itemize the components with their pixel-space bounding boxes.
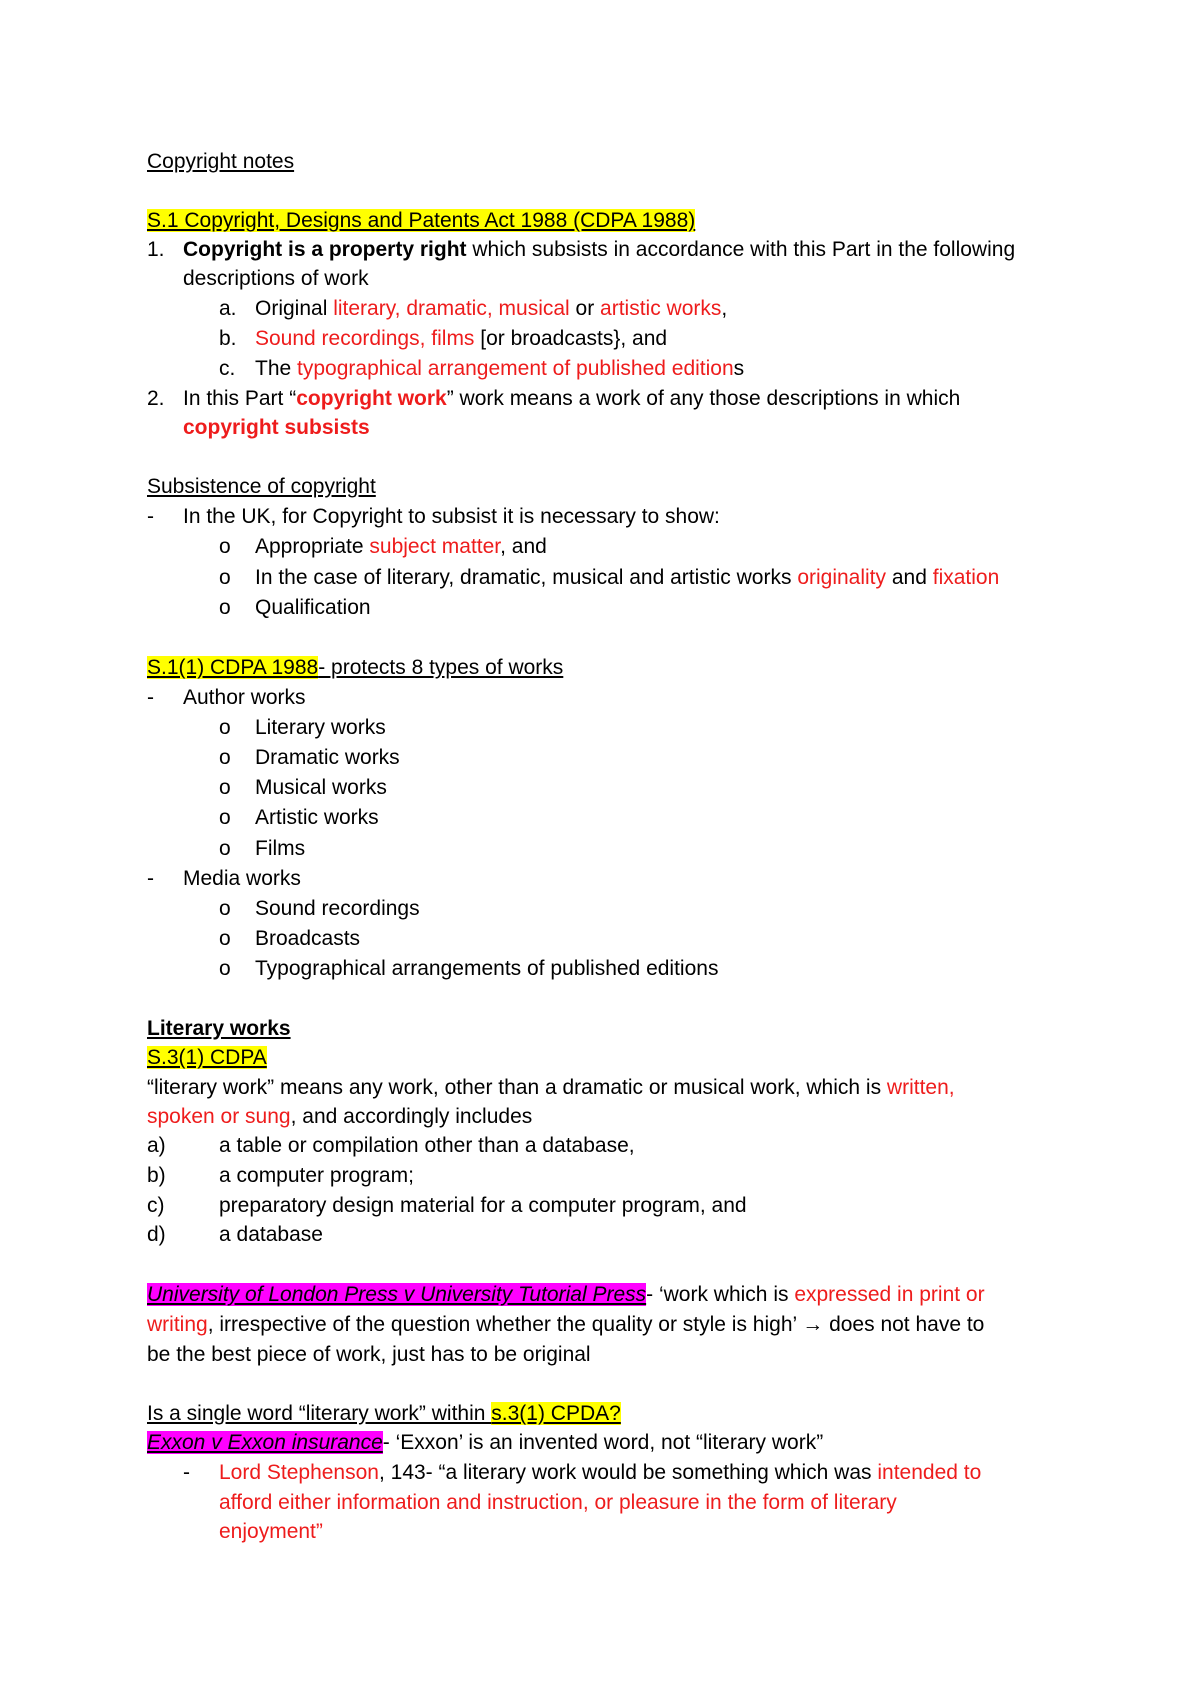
- list-number: 1.: [147, 238, 165, 261]
- circle-bullet: o: [219, 927, 231, 950]
- circle-bullet: o: [219, 535, 231, 558]
- list-letter: a): [147, 1134, 166, 1157]
- list-letter: b): [147, 1164, 166, 1187]
- stephenson-quote-line3: enjoyment”: [219, 1520, 323, 1543]
- exxon-case: Exxon v Exxon insurance- ‘Exxon’ is an invented word, not “literary work”: [147, 1431, 824, 1454]
- circle-bullet: o: [219, 566, 231, 589]
- ulp-case-line3: be the best piece of work, just has to be original: [147, 1343, 591, 1366]
- literary-item: b) a computer program;: [147, 1161, 414, 1190]
- media-item: o Typographical arrangements of published editions: [219, 954, 718, 983]
- ulp-case-line2: writing, irrespective of the question whether the quality or style is high’ → does not have to: [147, 1313, 985, 1336]
- single-word-heading: Is a single word “literary work” within s.3(1) CPDA?: [147, 1402, 621, 1425]
- literary-item: a) a table or compilation other than a database,: [147, 1131, 635, 1160]
- circle-bullet: o: [219, 716, 231, 739]
- author-item: o Artistic works: [219, 803, 379, 832]
- list-number: 2.: [147, 387, 165, 410]
- circle-bullet: o: [219, 746, 231, 769]
- literary-item: d) a database: [147, 1220, 323, 1249]
- stephenson-quote-line2: afford either information and instruction, or pleasure in the form of literary: [219, 1491, 897, 1514]
- literary-definition: “literary work” means any work, other than a dramatic or musical work, which is written,: [147, 1076, 955, 1099]
- arrow-right-icon: →: [802, 1313, 824, 1336]
- subsistence-bullet-3: o Qualification: [219, 593, 371, 622]
- literary-sub-heading: S.3(1) CDPA: [147, 1046, 267, 1069]
- s1-item-1-line2: descriptions of work: [183, 267, 369, 290]
- author-works: - Author works: [147, 683, 306, 712]
- case-name: University of London Press v University Tutorial Press: [147, 1283, 647, 1306]
- s1-item-1-text: Copyright is a property right which subsists in accordance with this Part in the following: [183, 238, 1016, 261]
- list-letter: c.: [219, 357, 236, 380]
- dash-bullet: -: [147, 686, 154, 709]
- s1-item-b: b. Sound recordings, films [or broadcasts}, and: [219, 324, 667, 353]
- media-works: - Media works: [147, 864, 301, 893]
- literary-definition-line2: spoken or sung, and accordingly includes: [147, 1105, 533, 1128]
- circle-bullet: o: [219, 776, 231, 799]
- types-heading: S.1(1) CDPA 1988- protects 8 types of works: [147, 656, 564, 679]
- s1-heading: [147, 206, 695, 235]
- s1-item-c: c. The typographical arrangement of published editions: [219, 354, 744, 383]
- s1-item-a: a. Original literary, dramatic, musical or artistic works,: [219, 294, 727, 323]
- page-title: Copyright notes: [147, 150, 295, 173]
- media-item: o Broadcasts: [219, 924, 360, 953]
- s1-item-1: [147, 235, 1015, 264]
- list-letter: a.: [219, 297, 237, 320]
- subsistence-bullet-2: o In the case of literary, dramatic, musical and artistic works originality and fixation: [219, 563, 999, 592]
- circle-bullet: o: [219, 897, 231, 920]
- list-letter: c): [147, 1194, 165, 1217]
- author-item: o Literary works: [219, 713, 386, 742]
- subsistence-bullet-1: o Appropriate subject matter, and: [219, 532, 547, 561]
- s1-item-2-line2: copyright subsists: [183, 416, 370, 439]
- author-item: o Dramatic works: [219, 743, 400, 772]
- media-item: o Sound recordings: [219, 894, 420, 923]
- dash-bullet: -: [183, 1461, 190, 1484]
- ulp-case: University of London Press v University Tutorial Press- ‘work which is expressed in print or: [147, 1283, 985, 1306]
- circle-bullet: o: [219, 837, 231, 860]
- s1-heading-text: S.1 Copyright, Designs and Patents Act 1988 (CDPA 1988): [147, 209, 696, 232]
- author-item: o Films: [219, 834, 305, 863]
- list-letter: d): [147, 1223, 166, 1246]
- circle-bullet: o: [219, 806, 231, 829]
- literary-item: c) preparatory design material for a computer program, and: [147, 1191, 747, 1220]
- circle-bullet: o: [219, 596, 231, 619]
- author-item: o Musical works: [219, 773, 387, 802]
- subsistence-item: - In the UK, for Copyright to subsist it is necessary to show:: [147, 502, 720, 531]
- dash-bullet: -: [147, 867, 154, 890]
- s1-item-2: 2. In this Part “copyright work” work means a work of any those descriptions in which: [147, 384, 960, 413]
- subsistence-heading: Subsistence of copyright: [147, 475, 376, 498]
- stephenson-quote: - Lord Stephenson, 143- “a literary work would be something which was intended to: [183, 1458, 981, 1487]
- dash-bullet: -: [147, 505, 154, 528]
- case-name: Exxon v Exxon insurance: [147, 1431, 383, 1454]
- list-letter: b.: [219, 327, 237, 350]
- literary-heading: Literary works: [147, 1017, 291, 1040]
- circle-bullet: o: [219, 957, 231, 980]
